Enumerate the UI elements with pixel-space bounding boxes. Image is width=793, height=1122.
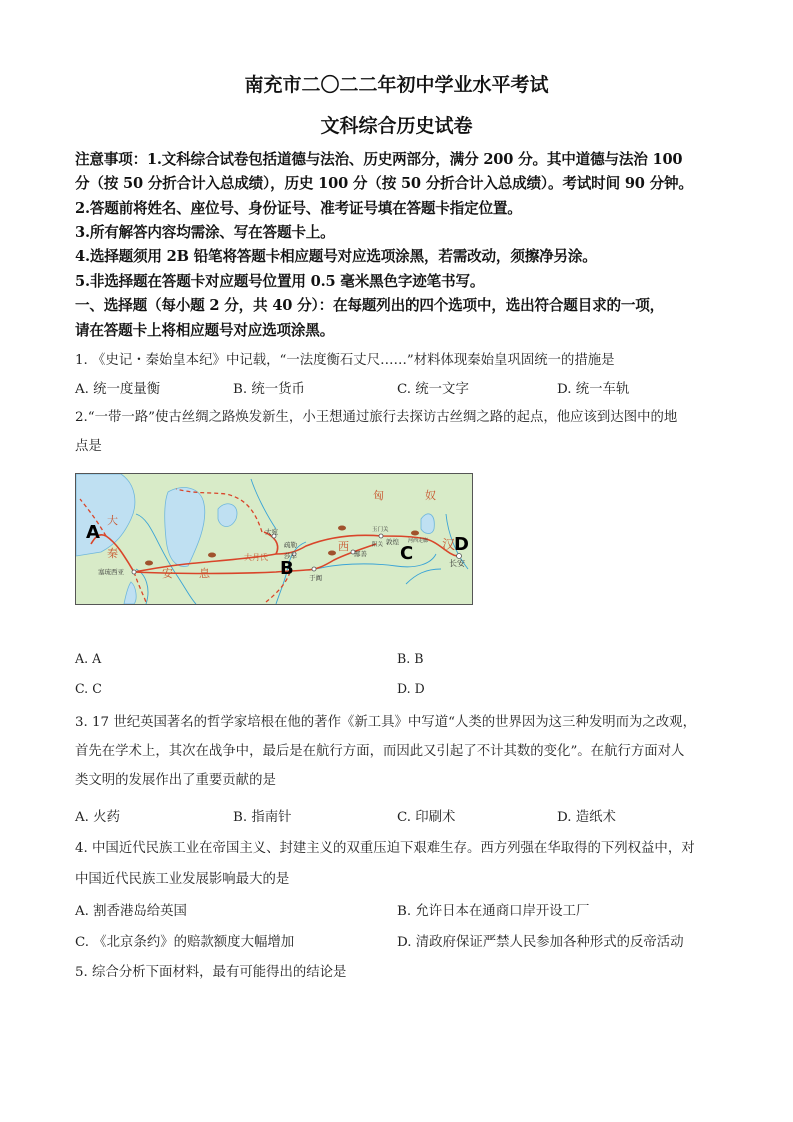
- question-2-stem: 点是: [75, 439, 102, 454]
- q2-option-b[interactable]: B. B: [397, 651, 424, 666]
- question-4-stem: 中国近代民族工业发展影响最大的是: [75, 872, 290, 887]
- place-label: 塞琉西亚: [98, 568, 124, 576]
- place-label: 阳关: [372, 542, 384, 548]
- q3-option-b[interactable]: B. 指南针: [233, 810, 292, 825]
- place-label: 河西走廊: [408, 538, 429, 544]
- place-label: 大: [107, 514, 118, 527]
- place-label: 鄯善: [354, 550, 367, 558]
- place-label: 大宛: [265, 528, 278, 536]
- question-3-stem: 类文明的发展作出了重要贡献的是: [75, 773, 276, 788]
- map-graphic: [76, 474, 472, 604]
- notice-line: 注意事项：1.文科综合试卷包括道德与法治、历史两部分，满分 200 分。其中道德与法治 100: [75, 151, 683, 168]
- q3-option-c[interactable]: C. 印刷术: [397, 810, 456, 825]
- q2-option-d[interactable]: D. D: [397, 681, 425, 696]
- place-label: 长安: [449, 559, 465, 568]
- notice-line: 5.非选择题在答题卡对应题号位置用 0.5 毫米黑色字迹笔书写。: [75, 273, 485, 290]
- place-label: 息: [199, 567, 210, 580]
- notice-line: 3.所有解答内容均需涂、写在答题卡上。: [75, 224, 335, 241]
- question-5-stem: 5. 综合分析下面材料，最有可能得出的结论是: [75, 965, 347, 980]
- question-2-stem: 2.“一带一路”使古丝绸之路焕发新生，小王想通过旅行去探访古丝绸之路的起点，他应该到达图中的地: [75, 410, 678, 425]
- question-4-stem: 4. 中国近代民族工业在帝国主义、封建主义的双重压迫下艰难生存。西方列强在华取得的下列权益中，对: [75, 841, 695, 856]
- q2-option-c[interactable]: C. C: [75, 681, 102, 696]
- place-label: 疏勒: [284, 541, 297, 549]
- q1-option-d[interactable]: D. 统一车轨: [557, 382, 630, 397]
- place-label: 西: [338, 540, 349, 553]
- place-label: 敦煌: [386, 538, 399, 546]
- notice-line: 4.选择题须用 2B 铅笔将答题卡相应题号对应选项涂黑，若需改动，须擦净另涂。: [75, 248, 597, 265]
- question-3-stem: 3. 17 世纪英国著名的哲学家培根在他的著作《新工具》中写道“人类的世界因为这三种发明而为之改观，: [75, 715, 696, 730]
- marker-a: A: [86, 522, 100, 543]
- q1-option-a[interactable]: A. 统一度量衡: [75, 382, 161, 397]
- place-label: 奴: [425, 489, 436, 502]
- notice-line: 分（按 50 分折合计入总成绩），历史 100 分（按 50 分折合计入总成绩）。考试时间 90 分钟。: [75, 175, 693, 192]
- q3-option-a[interactable]: A. 火药: [75, 810, 120, 825]
- place-label: 安: [162, 567, 173, 580]
- place-label: 匈: [373, 489, 384, 502]
- marker-c: C: [400, 543, 414, 564]
- q1-option-b[interactable]: B. 统一货币: [233, 382, 305, 397]
- q1-option-c[interactable]: C. 统一文字: [397, 382, 469, 397]
- place-label: 玉门关: [372, 527, 389, 533]
- q4-option-c[interactable]: C. 《北京条约》的赔款额度大幅增加: [75, 935, 295, 950]
- place-label: 汉: [442, 538, 456, 553]
- place-label: 莎车: [284, 552, 297, 560]
- q4-option-a[interactable]: A. 割香港岛给英国: [75, 904, 187, 919]
- silk-road-map: [75, 473, 473, 605]
- q4-option-b[interactable]: B. 允许日本在通商口岸开设工厂: [397, 904, 590, 919]
- exam-subtitle: 文科综合历史试卷: [320, 115, 473, 137]
- marker-b: B: [280, 558, 294, 579]
- question-3-stem: 首先在学术上，其次在战争中，最后是在航行方面，而因此又引起了不计其数的变化”。在航行方面对人: [75, 744, 685, 759]
- exam-title: 南充市二〇二二年初中学业水平考试: [244, 74, 549, 96]
- q4-option-d[interactable]: D. 清政府保证严禁人民参加各种形式的反帝活动: [397, 935, 684, 950]
- notice-line: 2.答题前将姓名、座位号、身份证号、准考证号填在答题卡指定位置。: [75, 200, 522, 217]
- place-label: 于阗: [309, 574, 322, 582]
- place-label: 秦: [107, 547, 118, 560]
- place-label: 大月氏: [244, 553, 268, 562]
- q3-option-d[interactable]: D. 造纸术: [557, 810, 616, 825]
- section-heading: 一、选择题（每小题 2 分，共 40 分）：在每题列出的四个选项中，选出符合题目求的一项，: [75, 297, 665, 314]
- q2-option-a[interactable]: A. A: [75, 651, 102, 666]
- question-1-stem: 1. 《史记・秦始皇本纪》中记载，“一法度衡石丈尺……”材料体现秦始皇巩固统一的措施是: [75, 353, 615, 368]
- marker-d: D: [454, 534, 469, 555]
- section-heading: 请在答题卡上将相应题号对应选项涂黑。: [75, 322, 335, 339]
